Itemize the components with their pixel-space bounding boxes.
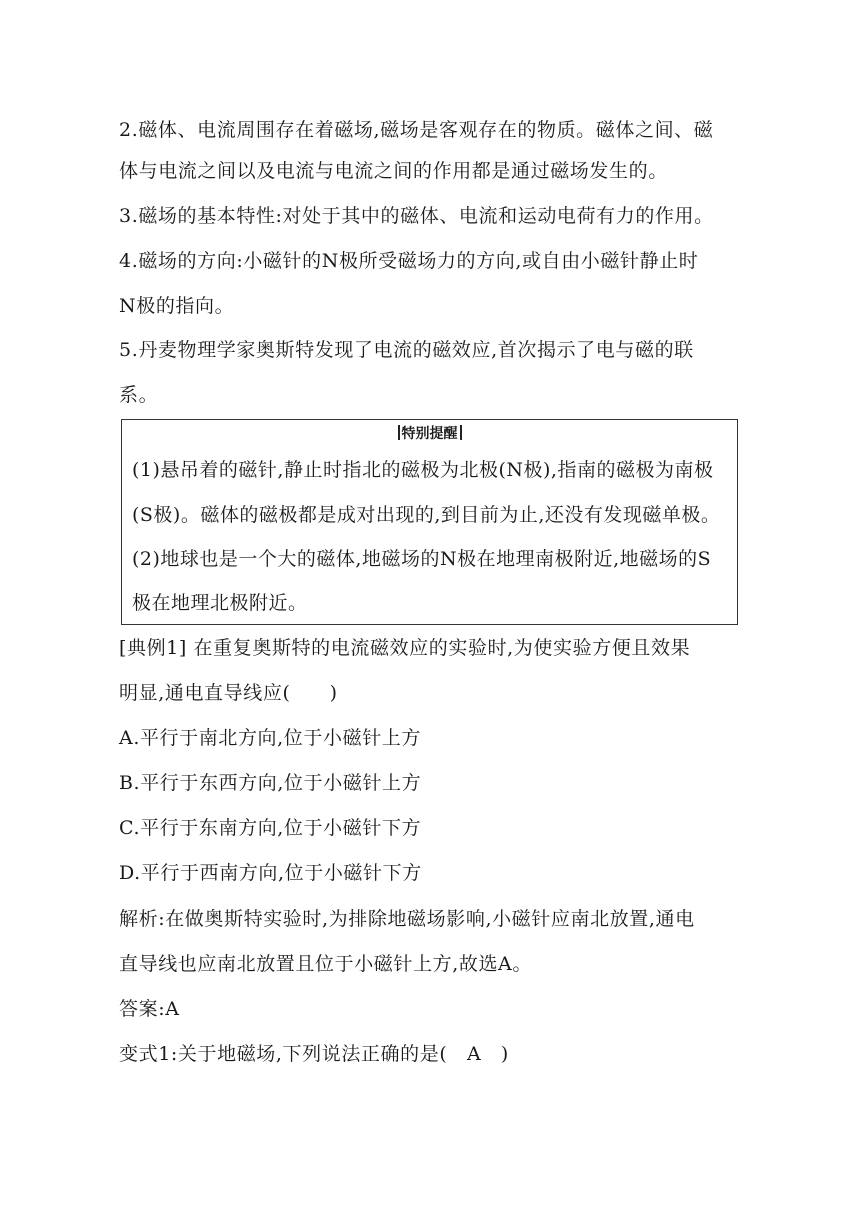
reminder-line-1: (1)悬吊着的磁针,静止时指北的磁极为北极(N极),指南的磁极为南极 <box>132 459 714 481</box>
reminder-line-3: (2)地球也是一个大的磁体,地磁场的N极在地理南极附近,地磁场的S <box>132 548 712 570</box>
analysis-line-2: 直导线也应南北放置且位于小磁针上方,故选A。 <box>119 953 532 975</box>
paragraph-5-line-2: 系。 <box>119 384 159 406</box>
example-question-line-2: 明显,通电直导线应( ) <box>119 682 338 704</box>
variant-question: 变式1:关于地磁场,下列说法正确的是( A ) <box>119 1043 509 1065</box>
example-question-line-1: [典例1] 在重复奥斯特的电流磁效应的实验时,为使实验方便且效果 <box>119 637 691 659</box>
reminder-line-2: (S极)。磁体的磁极都是成对出现的,到目前为止,还没有发现磁单极。 <box>132 504 721 526</box>
special-reminder-box <box>121 419 738 625</box>
option-d: D.平行于西南方向,位于小磁针下方 <box>119 862 422 884</box>
analysis-line-1: 解析:在做奥斯特实验时,为排除地磁场影响,小磁针应南北放置,通电 <box>119 908 695 930</box>
paragraph-4-line-1: 4.磁场的方向:小磁针的N极所受磁场力的方向,或自由小磁针静止时 <box>119 250 699 272</box>
paragraph-2-line-1: 2.磁体、电流周围存在着磁场,磁场是客观存在的物质。磁体之间、磁 <box>119 119 714 141</box>
paragraph-3-line-1: 3.磁场的基本特性:对处于其中的磁体、电流和运动电荷有力的作用。 <box>119 205 714 227</box>
option-b: B.平行于东西方向,位于小磁针上方 <box>119 772 422 794</box>
option-c: C.平行于东南方向,位于小磁针下方 <box>119 817 422 839</box>
special-reminder-title <box>122 424 737 444</box>
paragraph-5-line-1: 5.丹麦物理学家奥斯特发现了电流的磁效应,首次揭示了电与磁的联 <box>119 339 694 361</box>
answer-line: 答案:A <box>119 998 180 1020</box>
title-left-bar <box>398 425 400 440</box>
option-a: A.平行于南北方向,位于小磁针上方 <box>119 727 422 749</box>
reminder-line-4: 极在地理北极附近。 <box>132 592 308 614</box>
title-right-bar <box>460 425 462 440</box>
paragraph-4-line-2: N极的指向。 <box>119 295 235 317</box>
paragraph-2-line-2: 体与电流之间以及电流与电流之间的作用都是通过磁场发生的。 <box>119 160 668 182</box>
special-reminder-title-text: 特别提醒 <box>401 426 458 442</box>
